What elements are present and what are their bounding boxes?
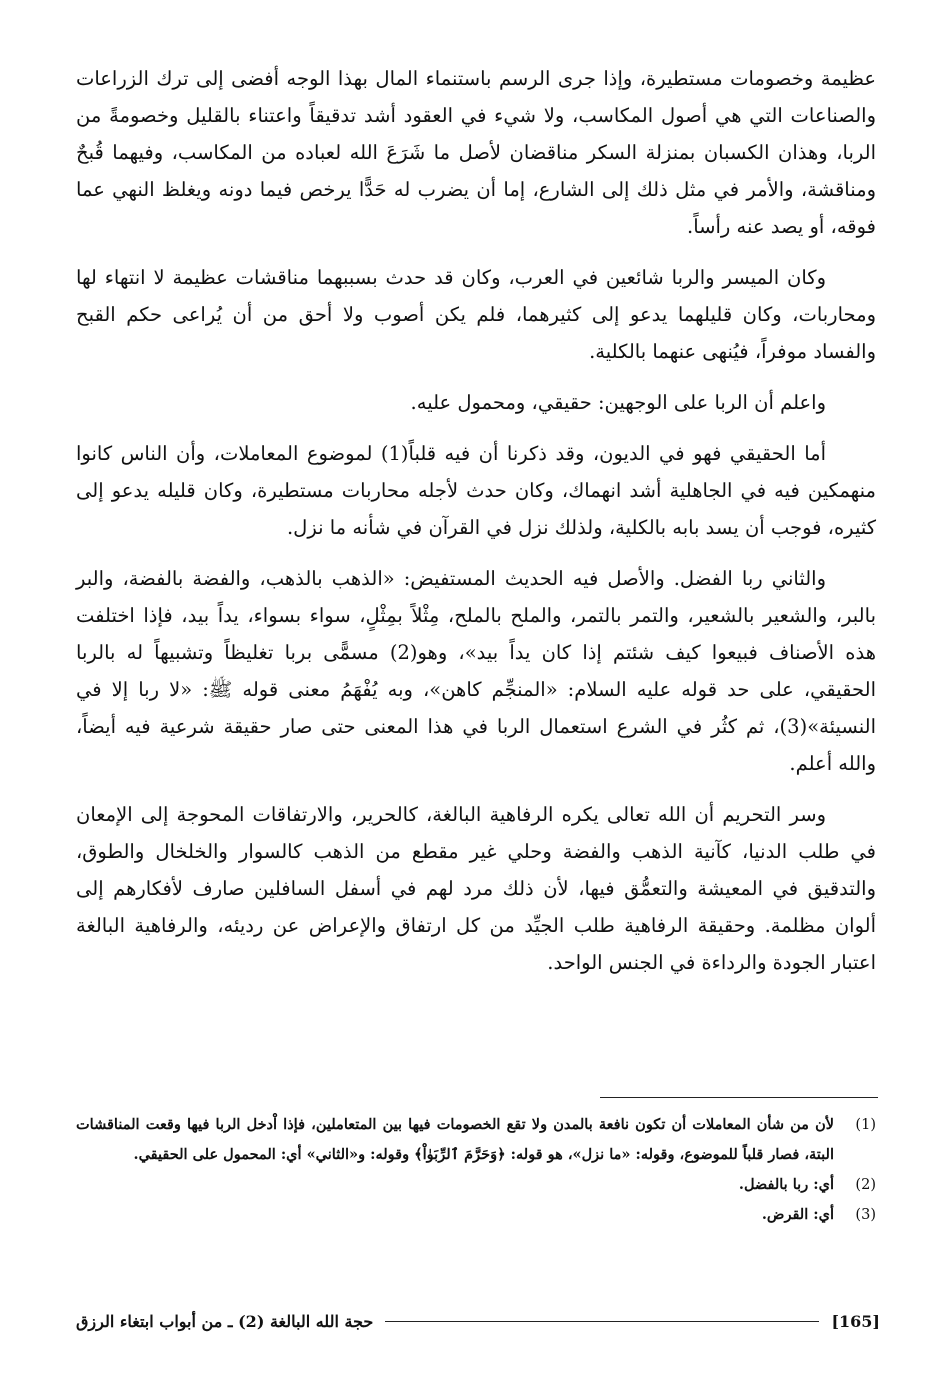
footnote (76, 1200, 876, 1230)
main-text (76, 60, 876, 995)
footnote-text: أي: القرض. (761, 1206, 834, 1223)
footnote-text: لأن من شأن المعاملات أن تكون نافعة بالمدن ولا تقع الخصومات فيها بين المتعاملين، فإذا اْدخل الربا فيها وقعت المناقشات البتة، فصار قلباً للموضوع، وقوله: «ما نزل»، هو قوله: ﴿وَحَرَّمَ ٱلرِّبَوٰاْ﴾ وقوله: و«الثاني» أي: المحمول على الحقيقي. (76, 1116, 834, 1163)
footnote-number: (3) (855, 1207, 876, 1223)
footnote-text: أي: ربا بالفضل. (738, 1176, 834, 1193)
footnote (76, 1110, 876, 1170)
footnote-number: (2) (855, 1177, 876, 1193)
footnote-separator (600, 1097, 878, 1098)
paragraph: وكان الميسر والربا شائعين في العرب، وكان قد حدث بسببهما مناقشات عظيمة لا انتهاء لها ومحاربات، وكان قليلهما يدعو إلى كثيرهما، فلم يكن أصوب ولا أحق من أن يُراعى حكم القبح والفساد موفراً، فيُنهى عنهما بالكلية. (76, 266, 876, 363)
footer-rule (385, 1321, 819, 1322)
page-number: [165] (831, 1311, 880, 1331)
paragraph: واعلم أن الربا على الوجهين: حقيقي، ومحمول عليه. (410, 391, 826, 414)
paragraph: وسر التحريم أن الله تعالى يكره الرفاهية البالغة، كالحرير، والارتفاقات المحوجة إلى الإمعان في طلب الدنيا، كآنية الذهب والفضة وحلي غير مقطع من الذهب كالسوار والخلخال والطوق، والتدقيق في المعيشة والتعمُّق فيها، لأن ذلك مرد لهم في أسفل السافلين صارف لأفكارهم إلى ألوان مظلمة. وحقيقة الرفاهية طلب الجيِّد من كل ارتفاق والإعراض عن رديئه، والرفاهية البالغة اعتبار الجودة والرداءة في الجنس الواحد. (76, 803, 876, 974)
running-title: حجة الله البالغة (2) ـ من أبواب ابتغاء الرزق (76, 1311, 374, 1331)
footnotes (76, 1110, 876, 1230)
paragraph: أما الحقيقي فهو في الديون، وقد ذكرنا أن فيه قلباً(1) لموضوع المعاملات، وأن الناس كانوا منهمكين فيه في الجاهلية أشد انهماك، وكان حدث لأجله محاربات مستطيرة، وكان قليله يدعو إلى كثيره، فوجب أن يسد بابه بالكلية، ولذلك نزل في القرآن في شأنه ما نزل. (76, 442, 876, 539)
paragraph: والثاني ربا الفضل. والأصل فيه الحديث المستفيض: «الذهب بالذهب، والفضة بالفضة، والبر بالبر، والشعير بالشعير، والتمر بالتمر، والملح بالملح، مِثْلاً بمِثْلٍ، سواء بسواء، يداً بيد، فإذا اختلفت هذه الأصناف فبيعوا كيف شئتم إذا كان يداً بيد»، وهو(2) مسمًّى بربا تغليظاً وتشبيهاً له بالربا الحقيقي، على حد قوله عليه السلام: «المنجِّم كاهن»، وبه يُفْهَمُ معنى قوله ﷺ: «لا ربا إلا في النسيئة»(3)، ثم كثُر في الشرع استعمال الربا في هذا المعنى حتى صار حقيقة شرعية فيه أيضاً، والله أعلم. (76, 567, 876, 775)
footnote-number: (1) (855, 1117, 876, 1133)
page-footer (76, 1306, 880, 1336)
paragraph: عظيمة وخصومات مستطيرة، وإذا جرى الرسم باستنماء المال بهذا الوجه أفضى إلى ترك الزراعات والصناعات التي هي أصول المكاسب، ولا شيء في العقود أشد تدقيقاً واعتناء بالقليل وخصومةً من الربا، وهذان الكسبان بمنزلة السكر مناقضان لأصل ما شَرَعَ الله لعباده من المكاسب، وفيهما قُبحٌ ومناقشة، والأمر في مثل ذلك إلى الشارع، إما أن يضرب له حَدًّا يرخص فيما دونه ويغلظ النهي عما فوقه، أو يصد عنه رأساً. (76, 67, 876, 238)
footnote (76, 1170, 876, 1200)
